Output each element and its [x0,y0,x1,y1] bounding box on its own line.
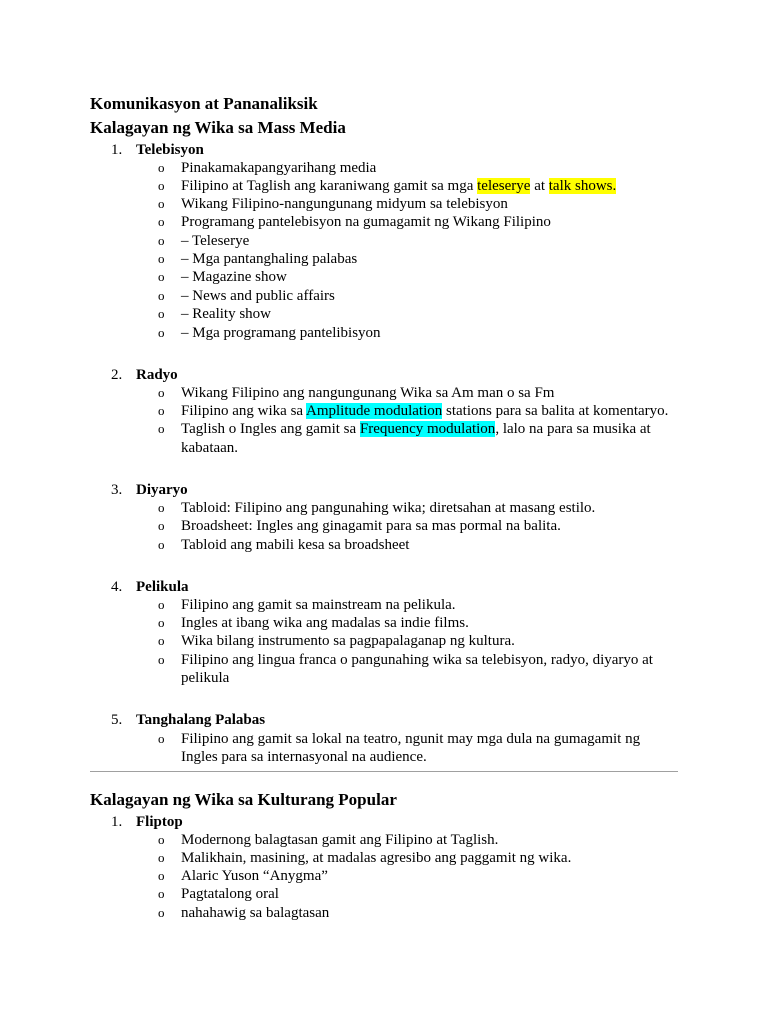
list-number: 5. [111,712,123,728]
item-text: Tabloid ang mabili kesa sa broadsheet [181,537,410,553]
list-item [158,232,681,250]
highlight-frequency-modulation: Frequency modulation [359,421,496,437]
list-item [158,159,681,177]
item-text: Filipino ang gamit sa lokal na teatro, ngunit may mga dula na gumagamit ng [181,731,641,747]
bullet-marker: o [158,597,165,612]
item-text: Modernong balagtasan gamit ang Filipino at Taglish. [181,832,499,848]
list-item [158,596,681,614]
bullet-marker: o [158,421,165,436]
bullet-marker: o [158,251,165,266]
item-text: stations para sa balita at komentaryo. [442,403,669,419]
bullet-marker: o [158,518,165,533]
item-text: Filipino ang wika sa [181,403,306,419]
item-text: Ingles at ibang wika ang madalas sa indie films. [181,615,469,631]
item-text: Pagtatalong oral [181,886,279,902]
heading-diyaryo: Diyaryo [136,482,188,498]
item-text: Programang pantelebisyon na gumagamit ng Wikang Filipino [181,214,551,230]
bullet-marker: o [158,500,165,515]
item-text: – Teleserye [181,233,250,249]
list-item [158,384,681,402]
item-text: Malikhain, masining, at madalas agresibo ang paggamit ng wika. [181,850,572,866]
heading-telebisyon: Telebisyon [136,142,204,158]
list-item-continuation: pelikula [181,670,230,686]
item-text: Tabloid: Filipino ang pangunahing wika; diretsahan at masang estilo. [181,500,596,516]
heading-radyo: Radyo [136,367,178,383]
item-text: Alaric Yuson “Anygma” [181,868,328,884]
list-item [158,614,681,632]
item-text: Pinakamakapangyarihang media [181,160,377,176]
heading-tanghalang-palabas: Tanghalang Palabas [136,712,266,728]
bullet-marker: o [158,196,165,211]
list-item [158,324,681,342]
item-text: Wika bilang instrumento sa pagpapalaganap ng kultura. [181,633,515,649]
list-item [158,831,681,849]
item-text: at [530,178,549,194]
bullet-marker: o [158,537,165,552]
list-item [158,402,681,420]
item-text: Filipino at Taglish ang karaniwang gamit sa mga [181,178,478,194]
bullet-marker: o [158,652,165,667]
list-item [158,632,681,650]
list-item [158,517,681,535]
list-item [158,867,681,885]
bullet-marker: o [158,832,165,847]
bullet-marker: o [158,306,165,321]
section-title-kulturang-popular: Kalagayan ng Wika sa Kulturang Popular [90,790,397,809]
item-text: nahahawig sa balagtasan [181,905,330,921]
list-item [158,849,681,867]
item-text: Filipino ang lingua franca o pangunahing wika sa telebisyon, radyo, diyaryo at [181,652,653,668]
bullet-marker: o [158,731,165,746]
list-item [158,499,681,517]
bullet-marker: o [158,850,165,865]
list-item [158,536,681,554]
item-text: Taglish o Ingles ang gamit sa [181,421,360,437]
bullet-marker: o [158,214,165,229]
bullet-marker: o [158,886,165,901]
list-item [158,885,681,903]
heading-fliptop: Fliptop [136,814,183,830]
item-text: – Reality show [181,306,271,322]
list-number: 1. [111,142,123,158]
bullet-marker: o [158,178,165,193]
list-number: 1. [111,814,123,830]
bullet-marker: o [158,288,165,303]
item-text: – News and public affairs [181,288,335,304]
bullet-marker: o [158,233,165,248]
document-title: Komunikasyon at Pananaliksik [90,94,318,113]
horizontal-divider [90,771,678,772]
item-text: Wikang Filipino-nangungunang midyum sa telebisyon [181,196,508,212]
list-number: 3. [111,482,123,498]
list-number: 4. [111,579,123,595]
bullet-marker: o [158,325,165,340]
item-text: Filipino ang gamit sa mainstream na pelikula. [181,597,456,613]
item-text: – Mga pantanghaling palabas [181,251,358,267]
list-item [158,213,681,231]
list-item [158,305,681,323]
list-item [158,651,681,669]
list-number: 2. [111,367,123,383]
bullet-marker: o [158,403,165,418]
highlight-talk-shows: talk shows. [548,178,617,194]
item-text: – Magazine show [181,269,287,285]
bullet-marker: o [158,160,165,175]
highlight-amplitude-modulation: Amplitude modulation [306,403,443,419]
bullet-marker: o [158,633,165,648]
list-item-continuation: Ingles para sa internasyonal na audience. [181,749,427,765]
list-item-continuation: kabataan. [181,440,239,456]
list-item [158,268,681,286]
list-item [158,287,681,305]
bullet-marker: o [158,868,165,883]
list-item [158,420,681,438]
bullet-marker: o [158,385,165,400]
item-text: Wikang Filipino ang nangungunang Wika sa Am man o sa Fm [181,385,555,401]
list-item [158,195,681,213]
list-item [158,904,681,922]
list-item [158,250,681,268]
bullet-marker: o [158,905,165,920]
list-item [158,177,681,195]
heading-pelikula: Pelikula [136,579,189,595]
section-title-mass-media: Kalagayan ng Wika sa Mass Media [90,118,346,137]
highlight-teleserye: teleserye [477,178,531,194]
bullet-marker: o [158,615,165,630]
item-text: , lalo na para sa musika at [495,421,651,437]
bullet-marker: o [158,269,165,284]
list-item [158,730,681,748]
item-text: – Mga programang pantelibisyon [181,325,381,341]
item-text: Broadsheet: Ingles ang ginagamit para sa mas pormal na balita. [181,518,561,534]
